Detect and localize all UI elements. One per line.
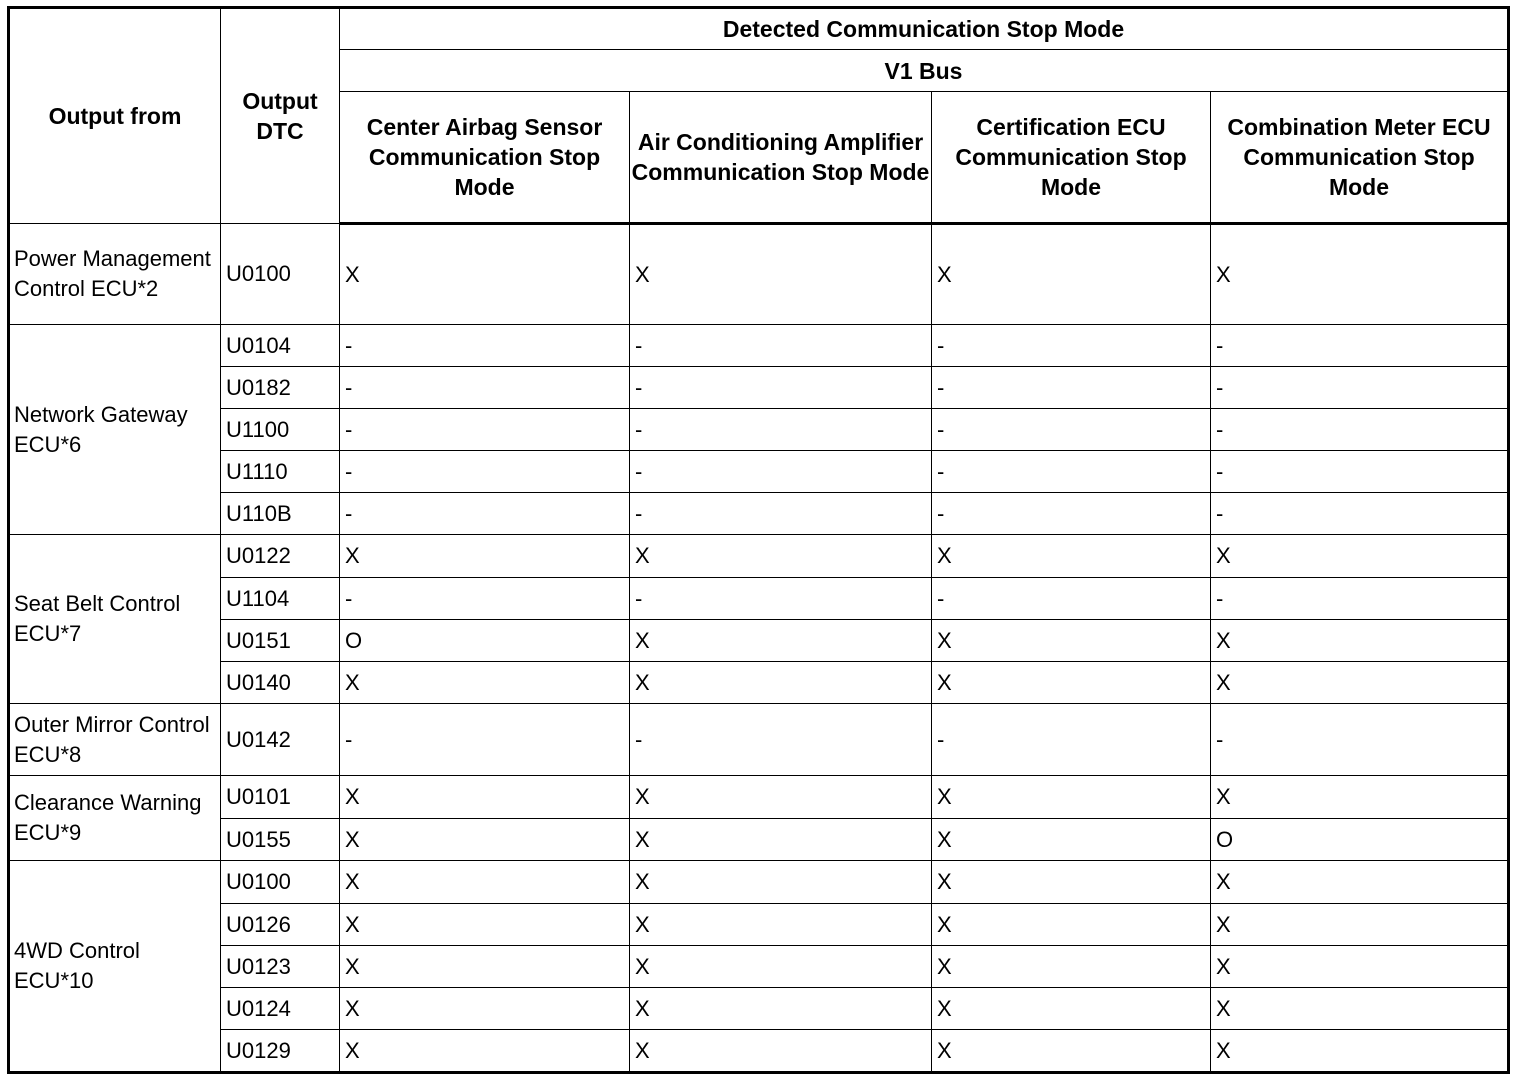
mode-value-cell: X (340, 988, 630, 1030)
mode-value-cell: X (340, 946, 630, 988)
dtc-code-cell: U0123 (221, 946, 340, 988)
table-row (9, 861, 1509, 904)
mode-value-cell: X (630, 224, 932, 325)
mode-value-cell: X (630, 1030, 932, 1073)
ecu-name-cell: 4WD Control ECU*10 (9, 861, 221, 1073)
table-row (9, 325, 1509, 367)
mode-value-cell: X (630, 776, 932, 819)
mode-value-cell: - (630, 451, 932, 493)
mode-value-cell: - (340, 704, 630, 776)
mode-value-cell: - (340, 409, 630, 451)
table-row (9, 704, 1509, 776)
table-header (9, 8, 1509, 224)
mode-value-cell: X (630, 861, 932, 904)
mode-value-cell: X (1211, 776, 1509, 819)
mode-value-cell: X (1211, 535, 1509, 578)
dtc-code-cell: U1100 (221, 409, 340, 451)
mode-value-cell: - (932, 409, 1211, 451)
mode-value-cell: X (1211, 1030, 1509, 1073)
mode-value-cell: X (932, 946, 1211, 988)
mode-value-cell: X (932, 1030, 1211, 1073)
mode-value-cell: X (1211, 904, 1509, 946)
mode-value-cell: X (932, 776, 1211, 819)
column-header: Air Conditioning Amplifier Communication Stop Mode (630, 92, 932, 224)
table-row (9, 578, 1509, 620)
table-row (9, 535, 1509, 578)
mode-value-cell: - (1211, 451, 1509, 493)
mode-value-cell: X (340, 776, 630, 819)
table-row (9, 946, 1509, 988)
mode-value-cell: - (1211, 578, 1509, 620)
ecu-name-cell: Power Management Control ECU*2 (9, 224, 221, 325)
mode-value-cell: - (932, 578, 1211, 620)
mode-value-cell: X (340, 224, 630, 325)
mode-value-cell: X (1211, 224, 1509, 325)
column-header: Combination Meter ECU Communication Stop Mode (1211, 92, 1509, 224)
table-row (9, 224, 1509, 325)
mode-value-cell: X (1211, 861, 1509, 904)
dtc-code-cell: U0126 (221, 904, 340, 946)
dtc-code-cell: U0140 (221, 662, 340, 704)
mode-value-cell: - (932, 493, 1211, 535)
table-row (9, 1030, 1509, 1073)
column-header: Center Airbag Sensor Communication Stop Mode (340, 92, 630, 224)
mode-value-cell: - (1211, 493, 1509, 535)
mode-value-cell: - (630, 325, 932, 367)
table-row (9, 904, 1509, 946)
mode-value-cell: X (1211, 988, 1509, 1030)
table-row (9, 662, 1509, 704)
mode-value-cell: - (340, 493, 630, 535)
table-row (9, 988, 1509, 1030)
table-row (9, 819, 1509, 861)
mode-value-cell: - (1211, 367, 1509, 409)
detected-mode-header: Detected Communication Stop Mode (340, 8, 1509, 50)
dtc-code-cell: U0104 (221, 325, 340, 367)
dtc-code-cell: U0122 (221, 535, 340, 578)
mode-value-cell: X (340, 904, 630, 946)
dtc-code-cell: U0101 (221, 776, 340, 819)
mode-value-cell: X (630, 946, 932, 988)
dtc-code-cell: U0151 (221, 620, 340, 662)
column-header: Certification ECU Communication Stop Mode (932, 92, 1211, 224)
mode-value-cell: X (630, 988, 932, 1030)
mode-value-cell: X (340, 535, 630, 578)
mode-value-cell: - (932, 325, 1211, 367)
mode-value-cell: - (932, 451, 1211, 493)
mode-value-cell: X (1211, 620, 1509, 662)
mode-value-cell: - (340, 325, 630, 367)
mode-value-cell: - (1211, 325, 1509, 367)
mode-value-cell: - (932, 704, 1211, 776)
mode-value-cell: X (932, 861, 1211, 904)
table-row (9, 776, 1509, 819)
mode-value-cell: - (630, 367, 932, 409)
mode-value-cell: - (630, 409, 932, 451)
table-row (9, 451, 1509, 493)
mode-value-cell: - (340, 367, 630, 409)
mode-value-cell: X (932, 904, 1211, 946)
dtc-code-cell: U0129 (221, 1030, 340, 1073)
table-row (9, 620, 1509, 662)
mode-value-cell: X (932, 535, 1211, 578)
mode-value-cell: X (630, 535, 932, 578)
mode-value-cell: X (340, 662, 630, 704)
mode-value-cell: X (932, 819, 1211, 861)
mode-value-cell: X (932, 988, 1211, 1030)
ecu-name-cell: Outer Mirror Control ECU*8 (9, 704, 221, 776)
table-row (9, 367, 1509, 409)
mode-value-cell: O (340, 620, 630, 662)
table-row (9, 409, 1509, 451)
mode-value-cell: X (1211, 662, 1509, 704)
dtc-code-cell: U1110 (221, 451, 340, 493)
mode-value-cell: X (340, 861, 630, 904)
bus-header: V1 Bus (340, 50, 1509, 92)
dtc-code-cell: U110B (221, 493, 340, 535)
table-row (9, 493, 1509, 535)
ecu-name-cell: Network Gateway ECU*6 (9, 325, 221, 535)
dtc-communication-table (7, 6, 1510, 1074)
dtc-code-cell: U0155 (221, 819, 340, 861)
mode-value-cell: - (630, 704, 932, 776)
mode-value-cell: X (630, 662, 932, 704)
mode-value-cell: X (630, 620, 932, 662)
dtc-code-cell: U0100 (221, 861, 340, 904)
mode-value-cell: - (340, 451, 630, 493)
dtc-code-cell: U0142 (221, 704, 340, 776)
mode-value-cell: X (630, 904, 932, 946)
mode-value-cell: - (340, 578, 630, 620)
ecu-name-cell: Clearance Warning ECU*9 (9, 776, 221, 861)
table-body (9, 224, 1509, 1073)
dtc-code-cell: U1104 (221, 578, 340, 620)
output-from-header: Output from (9, 8, 221, 224)
mode-value-cell: O (1211, 819, 1509, 861)
mode-value-cell: - (932, 367, 1211, 409)
ecu-name-cell: Seat Belt Control ECU*7 (9, 535, 221, 704)
mode-value-cell: - (630, 493, 932, 535)
mode-value-cell: X (932, 620, 1211, 662)
mode-value-cell: - (1211, 409, 1509, 451)
mode-value-cell: X (932, 662, 1211, 704)
mode-value-cell: X (340, 1030, 630, 1073)
output-dtc-header: Output DTC (221, 8, 340, 224)
mode-value-cell: X (630, 819, 932, 861)
mode-value-cell: X (340, 819, 630, 861)
mode-value-cell: X (1211, 946, 1509, 988)
mode-value-cell: - (630, 578, 932, 620)
dtc-code-cell: U0124 (221, 988, 340, 1030)
dtc-code-cell: U0182 (221, 367, 340, 409)
mode-value-cell: - (1211, 704, 1509, 776)
dtc-code-cell: U0100 (221, 224, 340, 325)
mode-value-cell: X (932, 224, 1211, 325)
